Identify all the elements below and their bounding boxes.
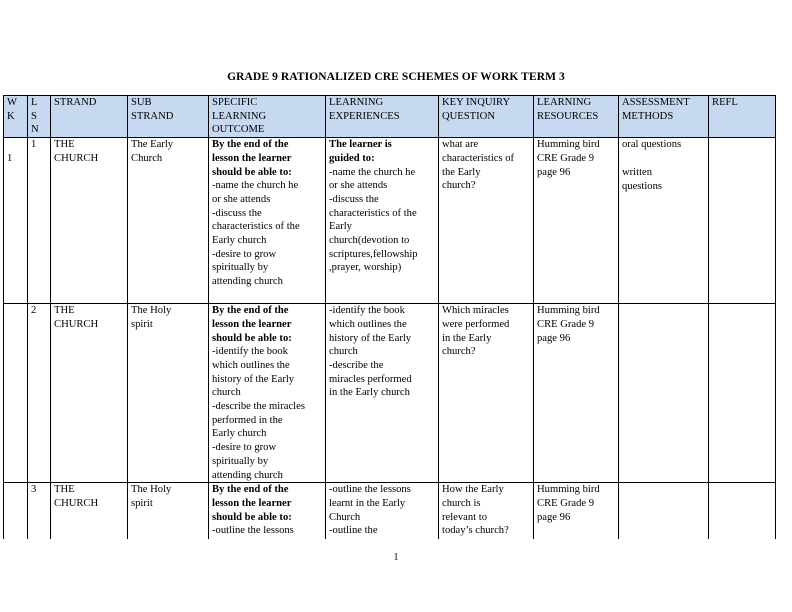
text-line: today’s church? bbox=[442, 525, 509, 537]
cell-sub-strand bbox=[128, 304, 209, 483]
text-line: The Early bbox=[131, 139, 174, 151]
text-line: -describe the bbox=[329, 359, 384, 371]
text-line: -identify the book bbox=[212, 346, 288, 358]
text-line: SPECIFIC bbox=[212, 97, 258, 108]
text-line: -name the church he bbox=[329, 166, 416, 178]
cell-specific-learning-outcome bbox=[209, 483, 326, 539]
text-line: oral questions bbox=[622, 139, 682, 151]
text-line: attending church bbox=[212, 276, 283, 288]
text-line: in the Early church bbox=[329, 387, 410, 399]
header-key-inquiry-question bbox=[439, 96, 534, 138]
text-line: CHURCH bbox=[54, 152, 99, 164]
text-line: CRE Grade 9 bbox=[537, 152, 595, 164]
text-line: SUB bbox=[131, 97, 152, 108]
slo-intro bbox=[212, 138, 325, 179]
text-line: characteristics of the bbox=[329, 207, 417, 219]
text-line: -describe the miracles bbox=[212, 401, 305, 413]
cell-week bbox=[4, 483, 28, 539]
text-line: By the end of the bbox=[212, 305, 289, 317]
text-line: spiritually by bbox=[212, 262, 269, 274]
text-line: were performed bbox=[442, 318, 510, 330]
text-line: or she attends bbox=[329, 180, 388, 192]
cell-sub-strand bbox=[128, 483, 209, 539]
text-line: miracles performed bbox=[329, 373, 412, 385]
text-line: Church bbox=[131, 152, 163, 164]
text-line: -outline the bbox=[329, 525, 378, 537]
header-assessment-methods bbox=[619, 96, 709, 138]
text-line: CRE Grade 9 bbox=[537, 318, 595, 330]
text-line: By the end of the bbox=[212, 139, 289, 151]
text-line: -outline the lessons bbox=[212, 525, 294, 537]
text-line: Early church bbox=[212, 235, 267, 247]
text-line: characteristics of the bbox=[212, 221, 300, 233]
text-line: LEARNING bbox=[329, 97, 384, 108]
cell-reflection bbox=[709, 304, 776, 483]
text-line: Which miracles bbox=[442, 305, 509, 317]
text-line: guided to: bbox=[329, 152, 375, 164]
text-line: church is bbox=[442, 497, 481, 509]
header-sub-strand bbox=[128, 96, 209, 138]
text-line: RESOURCES bbox=[537, 110, 599, 122]
text-line: questions bbox=[622, 180, 663, 192]
text-line: STRAND bbox=[131, 110, 174, 122]
text-line: characteristics of bbox=[442, 152, 515, 164]
document-title: GRADE 9 RATIONALIZED CRE SCHEMES OF WORK TERM 3 bbox=[227, 71, 565, 83]
slo-intro bbox=[212, 483, 325, 524]
text-line: history of the Early bbox=[329, 332, 412, 344]
text-line: CHURCH bbox=[54, 318, 99, 330]
table-row bbox=[4, 483, 776, 539]
text-line: Early bbox=[329, 221, 352, 233]
text-line: -name the church he bbox=[212, 180, 299, 192]
text-line: W bbox=[7, 97, 17, 108]
text-line: METHODS bbox=[622, 110, 674, 122]
text-line: THE bbox=[54, 139, 75, 151]
text-line: CRE Grade 9 bbox=[537, 497, 595, 509]
text-line: in the Early bbox=[442, 332, 492, 344]
text-line: Church bbox=[329, 511, 361, 523]
text-line: the Early bbox=[442, 166, 481, 178]
text-line: should be able to: bbox=[212, 166, 292, 178]
cell-strand bbox=[51, 304, 128, 483]
header-learning-resources bbox=[534, 96, 619, 138]
text-line: Humming bird bbox=[537, 305, 600, 317]
experiences-points bbox=[329, 304, 438, 400]
cell-reflection bbox=[709, 138, 776, 304]
cell-strand bbox=[51, 483, 128, 539]
experiences-points bbox=[329, 483, 438, 538]
experiences-intro bbox=[329, 138, 438, 165]
text-line: -discuss the bbox=[329, 193, 379, 205]
text-line: relevant to bbox=[442, 511, 488, 523]
cell-learning-experiences bbox=[326, 304, 439, 483]
scheme-table-container bbox=[3, 95, 776, 539]
text-line: ASSESSMENT bbox=[622, 97, 690, 108]
text-line: lesson the learner bbox=[212, 318, 292, 330]
text-line: EXPERIENCES bbox=[329, 110, 400, 122]
text-line: should be able to: bbox=[212, 332, 292, 344]
text-line: learnt in the Early bbox=[329, 497, 406, 509]
text-line: what are bbox=[442, 139, 479, 151]
text-line: church(devotion to bbox=[329, 235, 410, 247]
text-line: ,prayer, worship) bbox=[329, 262, 402, 274]
text-line: scriptures,fellowship bbox=[329, 248, 418, 260]
text-line: written bbox=[622, 166, 653, 178]
text-line: Humming bird bbox=[537, 484, 600, 496]
text-line: KEY INQUIRY bbox=[442, 97, 511, 108]
text-line: spirit bbox=[131, 318, 153, 330]
text-line: page 96 bbox=[537, 332, 571, 344]
header-wk bbox=[4, 96, 28, 138]
text-line: page 96 bbox=[537, 511, 571, 523]
text-line: -desire to grow bbox=[212, 248, 277, 260]
text-line: attending church bbox=[212, 469, 283, 481]
text-line: church bbox=[212, 387, 241, 399]
cell-assessment-methods bbox=[619, 304, 709, 483]
scheme-of-work-table bbox=[3, 95, 776, 539]
text-line: page 96 bbox=[537, 166, 571, 178]
text-line: Humming bird bbox=[537, 139, 600, 151]
cell-lesson: 3 bbox=[28, 483, 51, 539]
text-line: LEARNING bbox=[537, 97, 592, 108]
text-line: L bbox=[31, 97, 38, 108]
text-line: performed in the bbox=[212, 414, 283, 426]
text-line: N bbox=[31, 124, 39, 136]
text-line: QUESTION bbox=[442, 110, 495, 122]
cell-learning-experiences bbox=[326, 483, 439, 539]
text-line: The Holy bbox=[131, 484, 172, 496]
text-line: -identify the book bbox=[329, 305, 405, 317]
header-specific-learning-outcome bbox=[209, 96, 326, 138]
cell-learning-resources bbox=[534, 483, 619, 539]
text-line: or she attends bbox=[212, 193, 271, 205]
header-reflection bbox=[709, 96, 776, 138]
text-line: which outlines the bbox=[212, 359, 290, 371]
table-row bbox=[4, 304, 776, 483]
text-line: lesson the learner bbox=[212, 497, 292, 509]
cell-lesson: 2 bbox=[28, 304, 51, 483]
slo-points bbox=[212, 345, 325, 482]
text-line: church? bbox=[442, 180, 476, 192]
page-number: 1 bbox=[393, 552, 399, 563]
text-line: How the Early bbox=[442, 484, 504, 496]
slo-intro bbox=[212, 304, 325, 345]
header-lsn bbox=[28, 96, 51, 138]
cell-key-inquiry-question bbox=[439, 138, 534, 304]
slo-points bbox=[212, 179, 325, 289]
text-line: S bbox=[31, 110, 37, 122]
text-line: should be able to: bbox=[212, 511, 292, 523]
cell-specific-learning-outcome bbox=[209, 304, 326, 483]
header-learning-experiences bbox=[326, 96, 439, 138]
text-line: By the end of the bbox=[212, 484, 289, 496]
cell-assessment-methods bbox=[619, 138, 709, 304]
text-line: Early church bbox=[212, 428, 267, 440]
text-line: -discuss the bbox=[212, 207, 262, 219]
text-line: THE bbox=[54, 305, 75, 317]
text-line: lesson the learner bbox=[212, 152, 292, 164]
slo-points bbox=[212, 524, 325, 538]
text-line: spirit bbox=[131, 497, 153, 509]
text-line: CHURCH bbox=[54, 497, 99, 509]
text-line: The learner is bbox=[329, 139, 392, 151]
cell-key-inquiry-question bbox=[439, 304, 534, 483]
text-line: which outlines the bbox=[329, 318, 407, 330]
text-line: The Holy bbox=[131, 305, 172, 317]
cell-sub-strand bbox=[128, 138, 209, 304]
cell-learning-experiences bbox=[326, 138, 439, 304]
cell-assessment-methods bbox=[619, 483, 709, 539]
cell-key-inquiry-question bbox=[439, 483, 534, 539]
experiences-points bbox=[329, 166, 438, 276]
text-line: THE bbox=[54, 484, 75, 496]
cell-week bbox=[4, 304, 28, 483]
text-line: spiritually by bbox=[212, 455, 269, 467]
cell-learning-resources bbox=[534, 138, 619, 304]
text-line: -outline the lessons bbox=[329, 484, 411, 496]
text-line: OUTCOME bbox=[212, 124, 265, 136]
text-line: STRAND bbox=[54, 97, 97, 108]
cell-lesson: 1 bbox=[28, 138, 51, 304]
header-strand bbox=[51, 96, 128, 138]
text-line: REFL bbox=[712, 97, 738, 108]
cell-strand bbox=[51, 138, 128, 304]
table-row bbox=[4, 138, 776, 304]
cell-reflection bbox=[709, 483, 776, 539]
cell-specific-learning-outcome bbox=[209, 138, 326, 304]
table-header-row bbox=[4, 96, 776, 138]
text-line: church bbox=[329, 346, 358, 358]
text-line: -desire to grow bbox=[212, 442, 277, 454]
text-line: K bbox=[7, 110, 15, 122]
cell-learning-resources bbox=[534, 304, 619, 483]
text-line: history of the Early bbox=[212, 373, 295, 385]
cell-week: 1 bbox=[4, 138, 28, 304]
text-line: church? bbox=[442, 346, 476, 358]
text-line bbox=[622, 152, 708, 166]
text-line: LEARNING bbox=[212, 110, 267, 122]
